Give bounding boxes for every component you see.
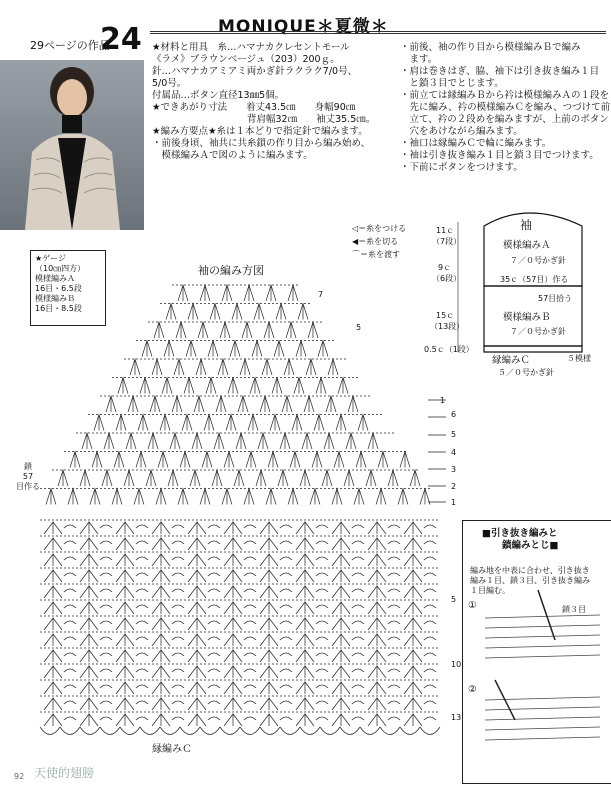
step-one-label: 鎖３目	[562, 605, 586, 614]
sleeve-needle-a: ７／０号かぎ針	[510, 256, 566, 265]
row-number: 6	[451, 410, 457, 419]
row-number: 1	[440, 396, 446, 405]
page-reference: 29ページの作品	[30, 39, 110, 52]
sleeve-title: 袖	[520, 218, 533, 232]
start-note	[16, 462, 40, 492]
legend-cut: ＝糸を切る	[358, 237, 399, 246]
joining-desc	[470, 566, 590, 596]
row-number: 5	[451, 595, 457, 604]
joining-desc-line: 編み１目、鎖３目、引き抜き編み	[470, 576, 590, 585]
watermark: 天使的翅膀	[34, 766, 95, 780]
legend-attach: ＝糸をつける	[358, 224, 407, 233]
sleeve-pattern-b: 模様編みＢ	[503, 312, 551, 323]
page-number: 92	[14, 772, 25, 781]
step-line: ・前立ては縁編みＢから衿は模様編みＡの１段を	[400, 90, 610, 101]
materials-line: ・前後身頃、袖共に共糸鎖の作り目から編み始め、	[152, 138, 371, 149]
sleeve-dim: 11ｃ	[436, 226, 455, 235]
step-line: 穴をあけながら編みます。	[400, 126, 523, 137]
sleeve-dim: 9ｃ	[438, 263, 452, 272]
row-number: 2	[451, 482, 457, 491]
step-line: ・肩は巻きはぎ、脇、袖下は引き抜き編み１目	[400, 66, 600, 77]
edging-label: 縁編みＣ	[152, 744, 192, 755]
gauge-line: 模様編みＢ	[35, 294, 75, 303]
pattern-number: 24	[100, 22, 142, 57]
materials-line: 付属品…ボタン直径13㎜5個。	[152, 90, 285, 101]
step-line: 先に編み、衿の模様編みＣを編み、つづけて前	[400, 102, 611, 113]
start-note-line: 57	[22, 472, 34, 481]
start-note-line: 目作る	[16, 482, 40, 491]
gauge-line: 16目・6.5段	[35, 284, 82, 293]
gauge-title: ★ゲージ	[35, 254, 67, 263]
joining-box	[462, 520, 611, 784]
sleeve-needle-c: ５／０号かぎ針	[498, 368, 554, 377]
joining-title	[482, 528, 558, 552]
joining-title-line: 鎖編みとじ■	[502, 540, 559, 551]
materials-line: 5/0号。	[152, 78, 187, 89]
row-number: 7	[318, 290, 324, 299]
row-number: 5	[356, 323, 362, 332]
sleeve-dim: 15ｃ	[436, 311, 455, 320]
sleeve-width: 35ｃ（57目）作る	[500, 275, 569, 284]
step-line: と鎖３目でとじます。	[400, 78, 504, 89]
materials-line: 模様編みＡで図のように編みます。	[152, 150, 313, 161]
gauge-line: 16目・8.5段	[35, 304, 82, 313]
sleeve-dim: （6段）	[432, 274, 462, 283]
materials-line: 背肩幅32㎝ 袖丈35.5㎝。	[152, 114, 376, 125]
step-one-marker: ①	[468, 600, 477, 611]
diagram-title: 袖の編み方図	[198, 264, 264, 277]
row-number: 4	[451, 448, 457, 457]
step-line: ます。	[400, 54, 438, 65]
step-line: 立て、衿の２段めを編みますが、上前のボタン	[400, 114, 609, 125]
sleeve-needle-b: ７／０号かぎ針	[510, 327, 566, 336]
step-two-marker: ②	[468, 684, 477, 695]
pattern-title: MONIQUE＊夏微＊	[218, 17, 389, 37]
start-note-line: 鎖	[24, 462, 32, 471]
step-line: ・袖口は縁編みＣで輪に編みます。	[400, 138, 552, 149]
legend-pass: ＝糸を渡す	[360, 250, 400, 259]
sleeve-dim: 0.5ｃ（1段）	[424, 345, 474, 354]
materials-line: ★編み方要点★糸は１本どりで指定針で編みます。	[152, 126, 368, 137]
joining-desc-line: １目編む。	[470, 586, 510, 595]
sleeve-dim: （13段）	[430, 322, 465, 331]
attach-arrow-icon: ◁	[352, 224, 359, 233]
materials-line: 《ラメ》ブラウンベージュ（203）200ｇ。	[152, 54, 340, 65]
sleeve-dim: （7段）	[432, 237, 462, 246]
row-number: 3	[451, 465, 457, 474]
step-line: ・下前にボタンをつけます。	[400, 162, 523, 173]
sleeve-rows: ５模様	[567, 354, 591, 363]
row-number: 10	[451, 660, 462, 669]
row-number: 5	[451, 430, 457, 439]
materials-line: ★できあがり寸法 着丈43.5㎝ 身幅90㎝	[152, 102, 356, 113]
sleeve-pattern-a: 模様編みＡ	[503, 240, 551, 251]
pass-curve-icon: ⌒	[352, 250, 360, 259]
materials-line: 針…ハマナカアミアミ両かぎ針ラクラク7/0号、	[152, 66, 358, 77]
step-line: ・前後、袖の作り目から模様編みＢで編み	[400, 42, 581, 53]
row-number: 1	[451, 498, 457, 507]
joining-desc-line: 編み地を中表に合わせ、引き抜き	[470, 566, 590, 575]
sleeve-stitch-note: 57目拾う	[538, 294, 573, 303]
gauge-unit: （10㎝四方）	[35, 264, 86, 273]
cut-arrow-icon: ◀	[352, 237, 359, 246]
joining-title-line: ■引き抜き編みと	[482, 528, 558, 539]
row-number: 13	[451, 713, 462, 722]
step-line: ・袖は引き抜き編み１目と鎖３目でつけます。	[400, 150, 599, 161]
sleeve-edge: 縁編みＣ	[492, 355, 531, 366]
gauge-line: 模様編みＡ	[35, 274, 75, 283]
materials-line: ★材料と用具 糸…ハマナカクレセントモール	[152, 42, 350, 53]
